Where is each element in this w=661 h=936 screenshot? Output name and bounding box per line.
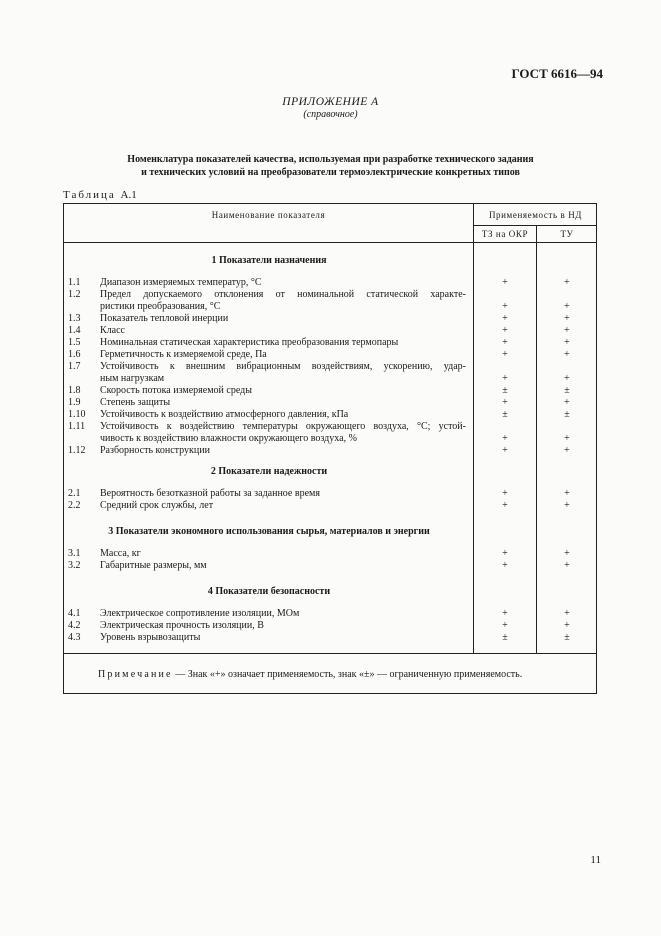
table-row (64, 500, 598, 524)
row-number: 2.1 (68, 488, 81, 499)
row-number: 4.1 (68, 608, 81, 619)
row-number: 1.4 (68, 325, 81, 336)
row-text-line-1: Электрическая прочность изоляции, В (100, 620, 264, 631)
row-tz-mark: + (502, 548, 508, 559)
header-bottom-line (64, 242, 596, 243)
row-text-line-1: Степень защиты (100, 397, 171, 408)
section-title: 3 Показатели экономного использования сырья, материалов и энергии (108, 526, 430, 537)
table-row (64, 289, 598, 313)
row-tz-mark: + (502, 373, 508, 384)
row-tz-mark: + (502, 445, 508, 456)
row-indicator-name (100, 548, 466, 560)
header-tu: ТУ (560, 229, 574, 239)
row-indicator-name (100, 337, 466, 349)
row-indicator-name (100, 421, 466, 445)
row-text-line-1: Габаритные размеры, мм (100, 560, 207, 571)
row-tu-mark: ± (564, 632, 570, 643)
section-title: 2 Показатели надежности (210, 466, 328, 477)
table-caption-word: Таблица (63, 189, 116, 201)
row-indicator-name (100, 397, 466, 409)
row-text-line-1: Диапазон измеряемых температур, °С (100, 277, 262, 288)
row-text-line-1: Устойчивость к воздействию атмосферного давления, кПа (100, 409, 349, 420)
row-tu-mark: + (564, 488, 570, 499)
page-number: 11 (590, 854, 601, 866)
row-text-line-2: чивость к воздействию влажности окружающего воздуха, % (100, 433, 357, 444)
row-number: 1.10 (68, 409, 86, 420)
row-tu-mark: + (564, 337, 570, 348)
row-tu-mark: + (564, 560, 570, 571)
row-text-line-1: Устойчивость к воздействию температуры окружающего воздуха, °С; устой- (100, 421, 466, 432)
section-title: 1 Показатели назначения (211, 255, 327, 266)
row-tu-mark: ± (564, 385, 570, 396)
row-tz-mark: + (502, 325, 508, 336)
table-row (64, 361, 598, 385)
document-heading (0, 153, 661, 179)
row-tu-mark: + (564, 313, 570, 324)
row-tu-mark: + (564, 608, 570, 619)
row-number: 3.2 (68, 560, 81, 571)
row-tz-mark: + (502, 500, 508, 511)
row-tz-mark: + (502, 620, 508, 631)
row-tz-mark: + (502, 608, 508, 619)
row-text-line-1: Средний срок службы, лет (100, 500, 214, 511)
row-text-line-1: Класс (100, 325, 125, 336)
row-text-line-1: Номинальная статическая характеристика преобразования термопары (100, 337, 399, 348)
row-indicator-name (100, 500, 466, 512)
row-number: 1.2 (68, 289, 81, 300)
row-indicator-name (100, 620, 466, 632)
row-tz-mark: + (502, 313, 508, 324)
row-tz-mark: + (502, 337, 508, 348)
row-tz-mark: + (502, 277, 508, 288)
row-text-line-1: Масса, кг (100, 548, 141, 559)
appendix-title: ПРИЛОЖЕНИЕ А (282, 96, 379, 108)
row-tu-mark: + (564, 325, 570, 336)
row-tz-mark: + (502, 433, 508, 444)
header-indicator-name: Наименование показателя (211, 210, 326, 220)
row-tz-mark: + (502, 397, 508, 408)
row-text-line-1: Герметичность к измеряемой среде, Па (100, 349, 267, 360)
row-indicator-name (100, 325, 466, 337)
row-indicator-name (100, 313, 466, 325)
row-number: 1.11 (68, 421, 86, 432)
row-number: 1.6 (68, 349, 81, 360)
row-tu-mark: + (564, 277, 570, 288)
appendix-subtitle: (справочное) (303, 109, 358, 120)
row-number: 3.1 (68, 548, 81, 559)
row-text-line-1: Показатель тепловой инерции (100, 313, 229, 324)
header-tz: ТЗ на ОКР (481, 229, 529, 239)
row-text-line-1: Устойчивость к внешним вибрационным воздействиям, ускорению, удар- (100, 361, 466, 372)
row-text-line-1: Предел допускаемого отклонения от номинальной статической характе- (100, 289, 466, 300)
row-indicator-name (100, 385, 466, 397)
row-indicator-name (100, 608, 466, 620)
row-tu-mark: + (564, 548, 570, 559)
row-tu-mark: + (564, 433, 570, 444)
row-indicator-name (100, 409, 466, 421)
quality-indicators-table (63, 203, 597, 694)
row-tz-mark: + (502, 488, 508, 499)
row-indicator-name (100, 560, 466, 572)
row-text-line-1: Уровень взрывозащиты (100, 632, 201, 643)
row-tu-mark: + (564, 620, 570, 631)
row-text-line-1: Разборность конструкции (100, 445, 210, 456)
row-number: 1.8 (68, 385, 81, 396)
row-tz-mark: + (502, 301, 508, 312)
table-note (98, 669, 522, 680)
row-number: 1.9 (68, 397, 81, 408)
row-text-line-2: ным нагрузкам (100, 373, 165, 384)
section-title: 4 Показатели безопасности (207, 586, 331, 597)
row-text-line-1: Вероятность безотказной работы за заданное время (100, 488, 320, 499)
row-tz-mark: ± (502, 409, 508, 420)
row-number: 4.2 (68, 620, 81, 631)
row-indicator-name (100, 289, 466, 313)
heading-line-1: Номенклатура показателей качества, используемая при разработке технического задания (127, 154, 534, 165)
row-number: 1.3 (68, 313, 81, 324)
row-indicator-name (100, 488, 466, 500)
heading-line-2: и технических условий на преобразователи термоэлектрические конкретных типов (141, 167, 520, 178)
row-number: 1.7 (68, 361, 81, 372)
standard-number: ГОСТ 6616—94 (511, 66, 603, 81)
table-row (64, 632, 598, 656)
row-indicator-name (100, 361, 466, 385)
row-number: 1.1 (68, 277, 81, 288)
row-number: 1.12 (68, 445, 86, 456)
row-tu-mark: + (564, 500, 570, 511)
row-tu-mark: + (564, 301, 570, 312)
row-indicator-name (100, 445, 466, 457)
row-tz-mark: ± (502, 385, 508, 396)
note-label: Примечание (98, 669, 173, 680)
table-row (64, 421, 598, 445)
table-caption-number: А.1 (120, 189, 137, 201)
header-subdivider (473, 225, 597, 226)
row-tu-mark: ± (564, 409, 570, 420)
row-number: 2.2 (68, 500, 81, 511)
row-indicator-name (100, 277, 466, 289)
row-number: 4.3 (68, 632, 81, 643)
row-indicator-name (100, 632, 466, 644)
row-text-line-2: ристики преобразования, °С (100, 301, 221, 312)
table-row (64, 560, 598, 584)
row-tu-mark: + (564, 373, 570, 384)
row-text-line-1: Электрическое сопротивление изоляции, МОм (100, 608, 300, 619)
table-caption (63, 189, 137, 201)
row-tu-mark: + (564, 445, 570, 456)
row-indicator-name (100, 349, 466, 361)
header-applicability: Применяемость в НД (488, 210, 583, 220)
row-number: 1.5 (68, 337, 81, 348)
row-text-line-1: Скорость потока измеряемой среды (100, 385, 252, 396)
row-tz-mark: + (502, 349, 508, 360)
row-tu-mark: + (564, 397, 570, 408)
note-text: — Знак «+» означает применяемость, знак «±» — ограниченную применяемость. (172, 669, 523, 680)
row-tz-mark: + (502, 560, 508, 571)
row-tz-mark: ± (502, 632, 508, 643)
row-tu-mark: + (564, 349, 570, 360)
